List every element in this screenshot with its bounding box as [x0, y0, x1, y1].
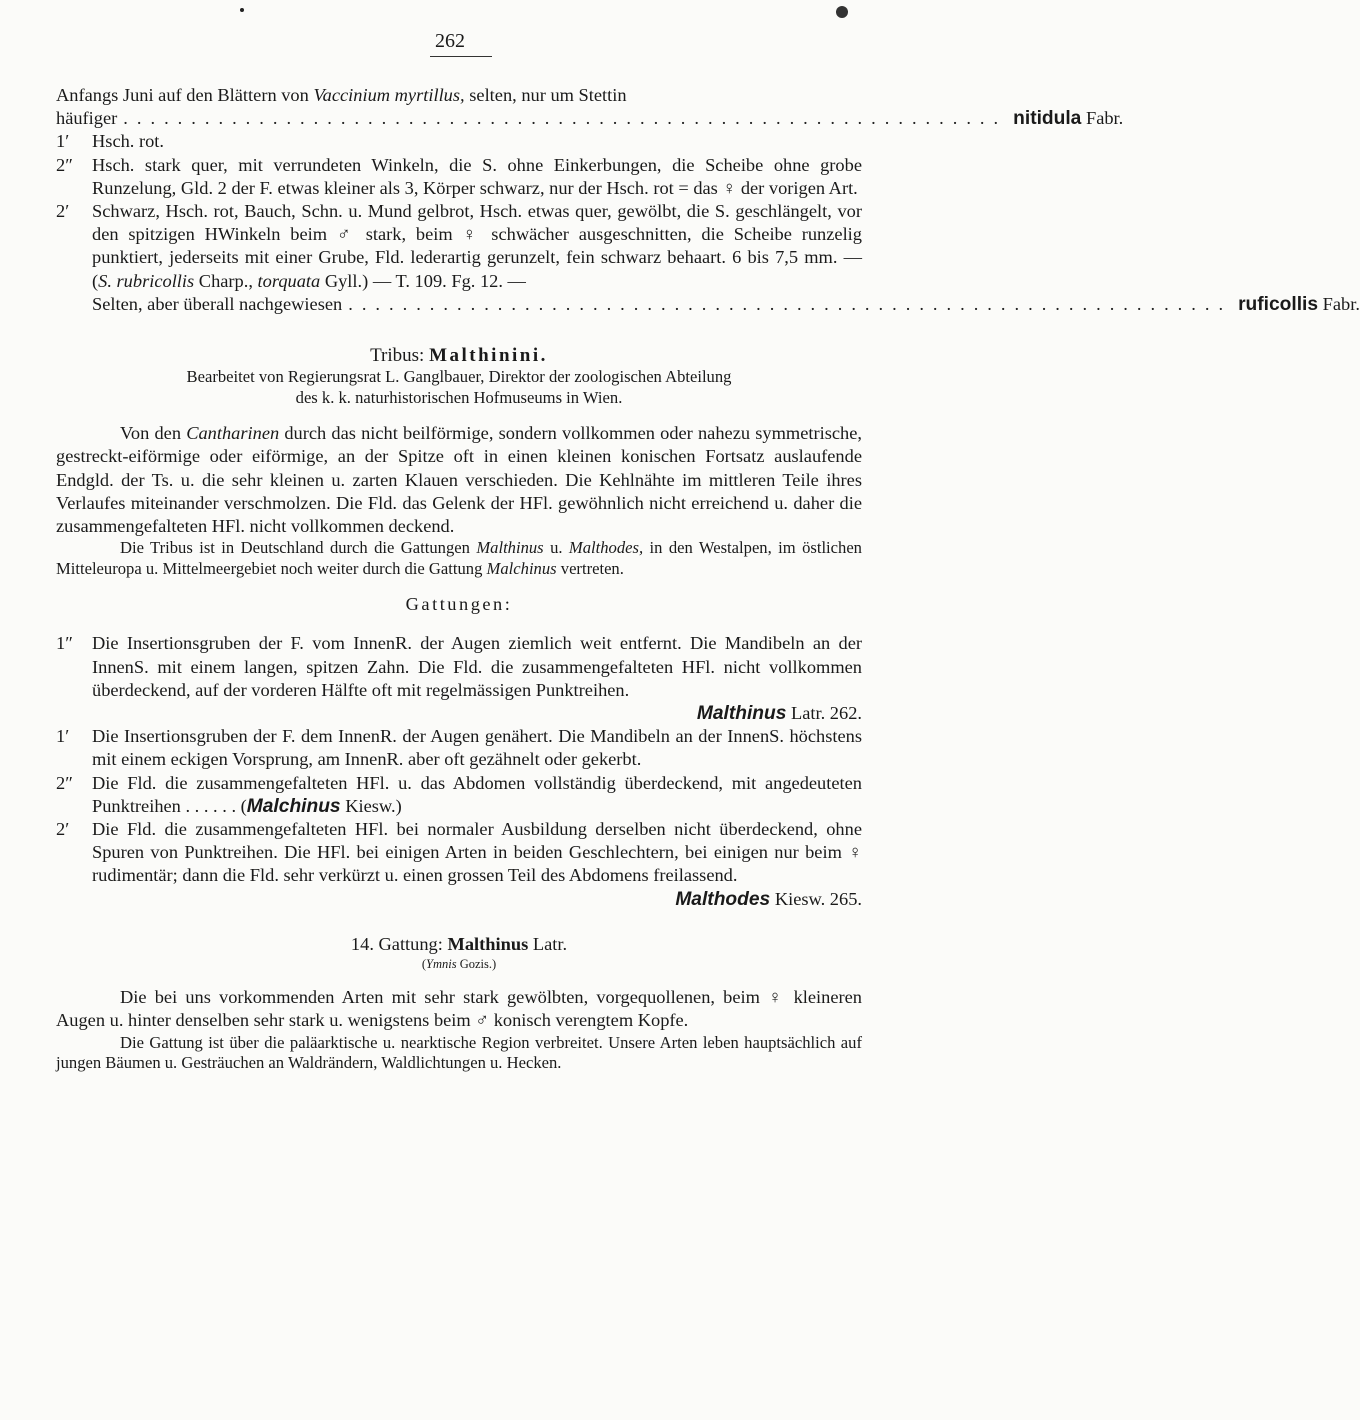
key-number: 2″: [56, 154, 73, 175]
genus-result-malthinus: Malthinus Latr. 262.: [696, 703, 862, 725]
page-number-rule: [430, 56, 492, 57]
genus-key-1prime: 1′ Die Insertionsgruben der F. dem InnenR. der Augen genähert. Die Mandibeln an der InnenS. höchstens mit einem eckigen Vorsprung, am InnenR. aber oft gezähnelt oder gekerbt.: [56, 726, 862, 770]
genus-key-2prime: 2′ Die Fld. die zusammengefalteten HFl. bei normaler Ausbildung derselben nicht überdeckend, ohne Spuren von Punktreihen. Die HFl. bei einigen Arten in beiden Geschlechtern, bei einigen nur beim ♀ rudimentär; dann die Fld. sehr verkürzt u. einen grossen Teil des Abdomens freilassend. Malthodes Kiesw. 265.: [56, 819, 862, 910]
tribus-heading: Tribus: Malthinini.: [370, 345, 548, 367]
key-number: 1′: [56, 131, 70, 152]
key-number: 2″: [56, 772, 73, 793]
editor-line-1: Bearbeitet von Regierungsrat L. Ganglbauer, Direktor der zoologischen Abteilung: [186, 367, 732, 387]
key-entry-2double: 2″ Hsch. stark quer, mit verrundeten Winkeln, die S. ohne Einkerbungen, die Scheibe ohne grobe Runzelung, Gld. 2 der F. etwas kleiner als 3, Körper schwarz, nur der Hsch. rot = das ♀ der vorigen Art.: [56, 154, 862, 198]
genus-key-2double: 2″ Die Fld. die zusammengefalteten HFl. u. das Abdomen vollständig überdeckend, mit angedeuteten Punktreihen . . . . . . (Malchinus Kiesw.): [56, 772, 862, 817]
gattung-14-synonym: (Ymnis Gozis.): [421, 957, 497, 972]
gattung-14-heading: 14. Gattung: Malthinus Latr.: [350, 933, 568, 954]
ink-blot: [836, 6, 848, 18]
gattungen-heading: Gattungen:: [405, 594, 513, 615]
continuation-line-1: Anfangs Juni auf den Blättern von Vaccinium myrtillus, selten, nur um Stettin: [56, 85, 627, 105]
species-name: nitidula: [1013, 108, 1082, 130]
genus-key-1double: 1″ Die Insertionsgruben der F. vom InnenR. der Augen ziemlich weit entfernt. Die Mandibeln an der InnenS. mit einem langen, spitzen Zahn. Die Fld. die zusammengefalteten HFl. nicht vollkommen überdeckend, auf der vorderen Hälfte oft mit regelmässigen Punktreihen. Malthinus Latr. 262.: [56, 633, 862, 725]
key-number: 1″: [56, 633, 73, 654]
key-entry-1prime: 1′ Hsch. rot.: [56, 130, 862, 153]
species-line-nitidula: häufiger ................................................................. nitidula Fabr.: [56, 108, 1124, 130]
editor-line-2: des k. k. naturhistorischen Hofmuseums in Wien.: [295, 387, 623, 407]
species-name: ruficollis: [1238, 293, 1319, 315]
gattung-14-distribution: Die Gattung ist über die paläarktische u. nearktische Region verbreitet. Unsere Arten leben hauptsächlich auf jungen Bäumen u. Gesträuchen an Waldrändern, Waldlichtungen u. Hecken.: [56, 1032, 862, 1072]
genus-result-malthodes: Malthodes Kiesw. 265.: [675, 888, 862, 910]
species-line-ruficollis: Selten, aber überall nachgewiesen ................................................................. ruficollis Fabr.: [92, 293, 1360, 315]
page-content: [56, 84, 1360, 1074]
genus-name: Malchinus: [246, 795, 341, 817]
key-number: 2′: [56, 201, 70, 222]
tribus-description: Von den Cantharinen durch das nicht beilförmige, sondern vollkommen oder nahezu symmetrische, gestreckt-eiförmige oder eiförmige, an der Spitze oft in einen kleinen konischen Fortsatz auslaufende Endgld. der Ts. u. die sehr kleinen u. zarten Klauen verschieden. Die Kehlnähte im mittleren Teile ihres Verlaufes miteinander verschmolzen. Die Fld. das Gelenk der HFl. gewöhnlich nicht erreichend u. daher die zusammengefalteten HFl. nicht vollkommen deckend.: [56, 423, 862, 537]
page-number: 262: [435, 30, 465, 52]
ink-speck: [240, 8, 244, 12]
tribus-distribution: Die Tribus ist in Deutschland durch die Gattungen Malthinus u. Malthodes, in den Westalpen, im östlichen Mitteleuropa u. Mittelmeergebiet noch weiter durch die Gattung Malchinus vertreten.: [56, 538, 862, 578]
key-number: 2′: [56, 819, 70, 840]
dot-leader: .................................................................: [348, 293, 1233, 314]
dot-leader: .................................................................: [123, 108, 1008, 129]
key-number: 1′: [56, 726, 70, 747]
key-entry-2prime: 2′ Schwarz, Hsch. rot, Bauch, Schn. u. Mund gelbrot, Hsch. etwas quer, gewölbt, die S. geschlängelt, vor den spitzigen HWinkeln beim ♂ stark, beim ♀ schwächer ausgeschnitten, die Scheibe runzelig punktiert, jederseits mit einer Grube, Fld. lederartig gerunzelt, fein schwarz behaart. 6 bis 7,5 mm. — (S. rubricollis Charp., torquata Gyll.) — T. 109. Fg. 12. — Selten, aber überall nachgewiesen ................................................................. ruficollis Fabr.: [56, 201, 1360, 315]
gattung-14-description: Die bei uns vorkommenden Arten mit sehr stark gewölbten, vorgequollenen, beim ♀ kleineren Augen u. hinter denselben sehr stark u. wenigstens beim ♂ konisch verengtem Kopfe.: [56, 987, 862, 1031]
